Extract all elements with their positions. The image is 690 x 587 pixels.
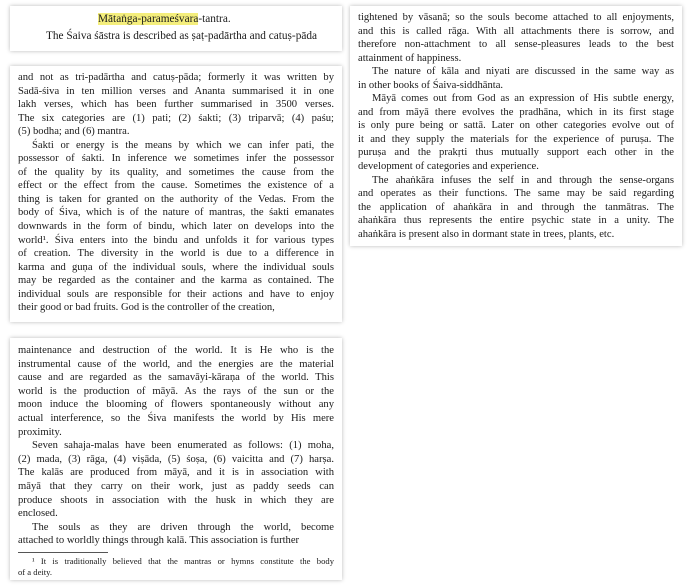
text-line: lakh verses, which has been further summarised in 3500 verses. (18, 99, 334, 111)
text-line: ahaṅkāra thus represents the entire psychic state in a unity. The (358, 215, 674, 227)
title-highlight: Mātaṅga-parameśvara (98, 13, 199, 25)
text-line: downwards in the form of bindu, which later on develops into the (18, 221, 334, 233)
header-panel (10, 6, 342, 51)
text-line: thing is taken for granted on the authority of the Vedas. From the (18, 193, 334, 205)
footnote-line: of a deity. (18, 566, 53, 577)
text-line: enclosed. (18, 508, 58, 520)
text-line: The nature of kāla and niyati are discussed in the same way as (372, 66, 674, 78)
text-line: individual souls are responsible for their actions and have to enjoy (18, 288, 334, 300)
text-line: karma and guṇa of the individual souls, where the individual souls (18, 261, 334, 273)
text-line: The ahaṅkāra infuses the self in and through the sense-organs (372, 174, 674, 186)
left-column-panel-2 (10, 338, 342, 580)
text-line: and from māyā there evolves the pradhāna, which in its first stage (358, 106, 674, 118)
text-line: The six categories are (1) pati; (2) śakti; (3) triparvā; (4) paśu; (18, 112, 334, 124)
text-line: effect or the effect from the cause. Sometimes the existence of a (18, 180, 334, 192)
text-line: in other books of Śaiva-siddhānta. (358, 79, 504, 91)
text-line: body of Śiva, which is of the nature of mantras, the śakti emanates (18, 207, 334, 219)
intro-line: The Śaiva śāstra is described as ṣaṭ-padārtha and catuṣ-pāda (46, 30, 318, 42)
text-line: ahaṅkāra is present also in dormant state in trees, plants, etc. (358, 228, 615, 240)
text-line: and not as tri-padārtha and catuṣ-pāda; formerly it was written by (18, 72, 334, 83)
text-line: The kalās are produced from māyā, and it is in association with (18, 467, 334, 479)
text-line: maintenance and destruction of the world. It is He who is the (18, 345, 334, 356)
page-title (18, 11, 334, 28)
right-column-panel (350, 6, 682, 246)
text-line: the application of ahaṅkāra in and through the tanmātras. The (358, 201, 674, 213)
text-line: and this is called rāga. With all attachments there is sorrow, and (358, 25, 674, 37)
text-line: Śakti or energy is the means by which we can infer pati, the (32, 139, 334, 151)
text-line: therefore non-attachment to all sense-pleasures leads to the best (358, 39, 674, 51)
text-line: world is the production of māyā. As the rays of the sun or the (18, 385, 334, 397)
text-line: māyā that they carry on their work, just as paddy seeds can (18, 480, 334, 492)
text-line: proximity. (18, 426, 62, 438)
text-line: possessor of śakti. In inference we sometimes infer the possessor (18, 153, 334, 165)
left-column-panel-1 (10, 66, 342, 322)
text-line: The souls as they are driven through the world, become (32, 521, 334, 533)
text-line: (2) mada, (3) rāga, (4) viṣāda, (5) śoṣa, (6) vaicitta and (7) harṣa. (18, 453, 334, 465)
text-line: moon induce the blooming of flowers spontaneously without any (18, 399, 334, 411)
text-line: Māyā comes out from God as an expression of His subtle energy, (372, 93, 674, 105)
text-line: puruṣa and the prakṛti thus mutually support each other in the (358, 147, 674, 159)
text-line: Seven sahaja-malas have been enumerated as follows: (1) moha, (32, 440, 334, 452)
text-line: cause and are regarded as the samavāyi-kāraṇa of the world. This (18, 372, 334, 384)
text-line: world¹. Śiva enters into the bindu and unfolds it for various types (18, 234, 334, 246)
text-line: actual interference, so the Śiva manifests the world by His mere (18, 412, 334, 424)
text-line: and operates as their functions. The same may be said regarding (358, 188, 674, 200)
text-line: (5) bodha; and (6) mantra. (18, 126, 130, 138)
text-line: attainment of happiness. (358, 52, 462, 64)
title-rest: -tantra. (198, 13, 231, 25)
text-line: may be regarded as the container and the karma as contained. The (18, 275, 334, 287)
text-line: Sadā-śiva in ten million verses and Ananta summarised it in one (18, 85, 334, 97)
text-line: attached to worldly things through kalā. This association is further (18, 535, 300, 547)
text-line: development of categories and experience. (358, 161, 539, 173)
footnote-rule (18, 552, 108, 553)
text-line: it and they supply the materials for the experience of puruṣa. The (358, 133, 674, 145)
footnote-line: ¹ It is traditionally believed that the mantras or hymns constitute the body (32, 555, 334, 566)
text-line: instrumental cause of the world, and the energies are the material (18, 358, 334, 370)
text-line: produce shoots in association with the husk in which they are (18, 494, 334, 506)
text-line: is only pure being or sattā. Later on other categories evolve out of (358, 120, 674, 132)
text-line: tightened by vāsanā; so the souls become attached to all enjoyments, (358, 12, 674, 23)
text-line: of creation. The diversity in the world is due to a difference in (18, 248, 334, 260)
text-line: their good or bad fruits. God is the controller of the creation, (18, 302, 275, 314)
text-line: of the quality by its quality, and sometimes the cause from the (18, 166, 334, 178)
